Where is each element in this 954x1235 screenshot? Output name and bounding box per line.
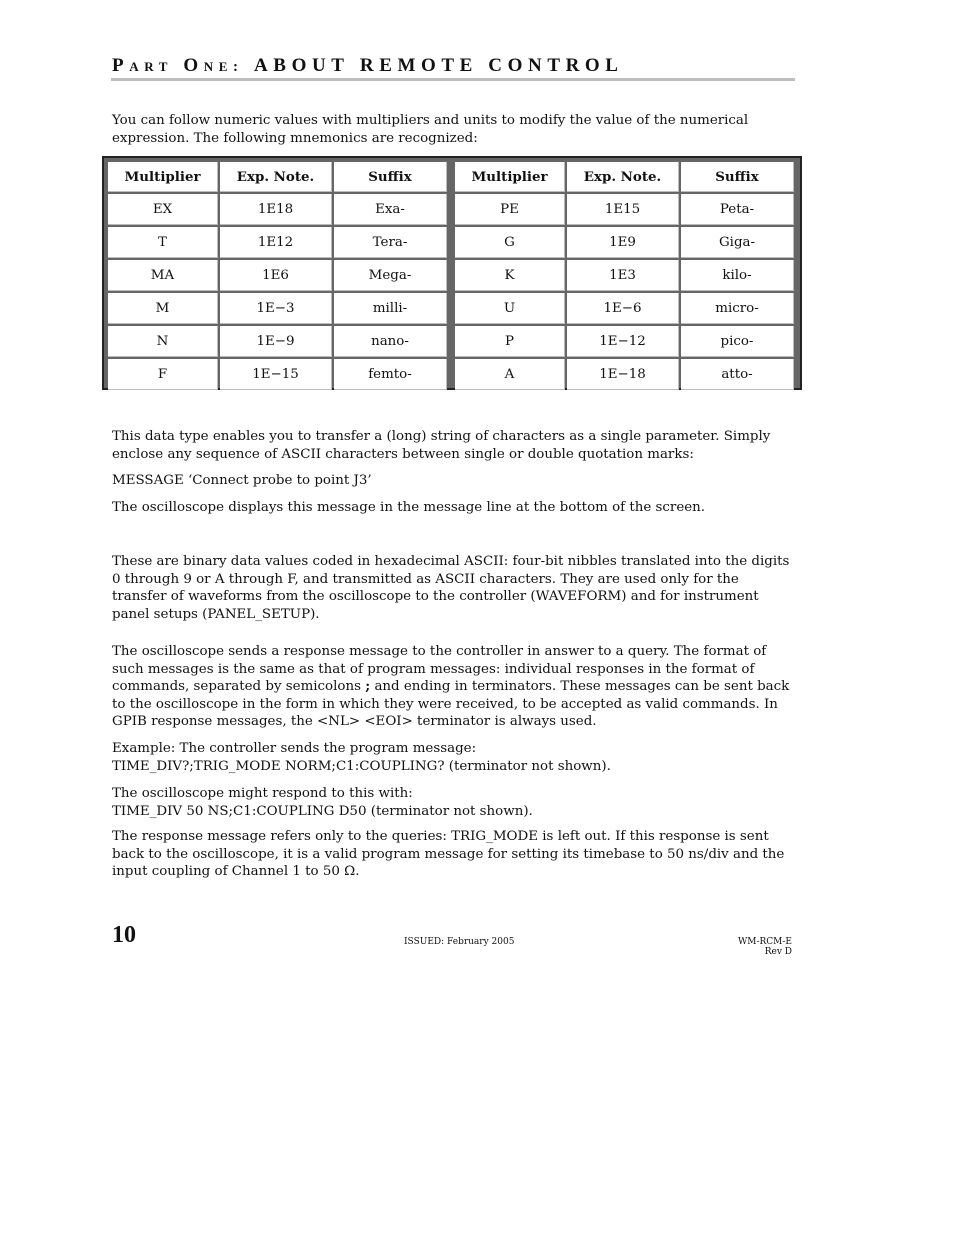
table-cell: A xyxy=(455,359,565,390)
response-paragraph-1-b: and ending in terminators. These messages can be sent back to the oscilloscope in the form in which they were received, to be accepted as valid commands. In GPIB response messages, the <NL> <EOI> terminator is always used. xyxy=(112,679,790,729)
table-cell: kilo- xyxy=(681,260,794,291)
page-number: 10 xyxy=(112,922,136,948)
table-cell: 1E18 xyxy=(220,194,332,225)
string-paragraph-1: This data type enables you to transfer a (long) string of characters as a single parameter. Simply enclose any sequence of ASCII characters between single or double quotation marks: xyxy=(112,429,771,462)
table-cell: MA xyxy=(108,260,218,291)
semicolon-symbol: ; xyxy=(365,678,371,694)
respond-intro: The oscilloscope might respond to this with: xyxy=(112,786,413,801)
table-cell: milli- xyxy=(334,293,447,324)
multiplier-table-right xyxy=(455,162,799,388)
table-cell: PE xyxy=(455,194,565,225)
table-cell: T xyxy=(108,227,218,258)
table-header-cell: Suffix xyxy=(334,162,447,192)
example-intro: Example: The controller sends the program message: xyxy=(112,741,477,756)
table-cell: Giga- xyxy=(681,227,794,258)
table-cell: EX xyxy=(108,194,218,225)
example-message: TIME_DIV?;TRIG_MODE NORM;C1:COUPLING? (terminator not shown). xyxy=(112,758,611,774)
table-cell: 1E12 xyxy=(220,227,332,258)
table-header-cell: Exp. Note. xyxy=(567,162,679,192)
table-cell: U xyxy=(455,293,565,324)
table-cell: M xyxy=(108,293,218,324)
table-cell: N xyxy=(108,326,218,357)
page-header-title: PART ONE: ABOUT REMOTE CONTROL xyxy=(112,55,624,76)
table-header-cell: Multiplier xyxy=(455,162,565,192)
issued-date: ISSUED: February 2005 xyxy=(404,937,515,947)
table-cell: 1E−3 xyxy=(220,293,332,324)
block-paragraph: These are binary data values coded in hexadecimal ASCII: four-bit nibbles translated into the digits 0 through 9 or A through F, and transmitted as ASCII characters. They are used only for the transfer of waveforms from the oscilloscope to the controller (WAVEFORM) and for instrument panel setups (PANEL_SETUP). xyxy=(112,554,790,622)
example-block xyxy=(112,740,796,775)
table-cell: femto- xyxy=(334,359,447,390)
response-final-paragraph: The response message refers only to the queries: TRIG_MODE is left out. If this response is sent back to the oscilloscope, it is a valid program message for setting its timebase to 50 ns/div and the input coupling of Channel 1 to 50 Ω. xyxy=(112,829,785,879)
table-cell: 1E−9 xyxy=(220,326,332,357)
page-header xyxy=(112,54,796,79)
table-cell: 1E9 xyxy=(567,227,679,258)
table-cell: P xyxy=(455,326,565,357)
intro-paragraph: You can follow numeric values with multipliers and units to modify the value of the numerical expression. The following mnemonics are recognized: xyxy=(112,113,749,146)
response-paragraph-1 xyxy=(112,643,796,731)
table-header-cell: Suffix xyxy=(681,162,794,192)
string-paragraph-2: The oscilloscope displays this message in the message line at the bottom of the screen. xyxy=(112,500,706,515)
table-cell: atto- xyxy=(681,359,794,390)
table-cell: 1E3 xyxy=(567,260,679,291)
multiplier-table xyxy=(102,156,802,390)
document-revision: WM-RCM-E Rev D xyxy=(738,937,792,957)
table-header-cell: Exp. Note. xyxy=(220,162,332,192)
table-cell: Exa- xyxy=(334,194,447,225)
table-header-cell: Multiplier xyxy=(108,162,218,192)
response-paragraph-1-a: The oscilloscope sends a response message to the controller in answer to a query. The format of such messages is the same as that of program messages: individual responses in the format of commands, separated by semicolons xyxy=(112,644,767,694)
multiplier-table-left xyxy=(108,162,453,388)
table-cell: 1E6 xyxy=(220,260,332,291)
table-cell: pico- xyxy=(681,326,794,357)
table-cell: G xyxy=(455,227,565,258)
table-cell: K xyxy=(455,260,565,291)
table-cell: nano- xyxy=(334,326,447,357)
respond-block xyxy=(112,785,796,820)
table-cell: 1E15 xyxy=(567,194,679,225)
table-cell: 1E−15 xyxy=(220,359,332,390)
respond-message: TIME_DIV 50 NS;C1:COUPLING D50 (terminator not shown). xyxy=(112,803,533,819)
table-cell: Tera- xyxy=(334,227,447,258)
table-cell: Peta- xyxy=(681,194,794,225)
table-cell: 1E−6 xyxy=(567,293,679,324)
header-rule xyxy=(111,78,795,81)
table-cell: F xyxy=(108,359,218,390)
table-cell: 1E−12 xyxy=(567,326,679,357)
table-cell: micro- xyxy=(681,293,794,324)
table-cell: 1E−18 xyxy=(567,359,679,390)
string-example: MESSAGE ‘Connect probe to point J3’ xyxy=(112,473,372,488)
table-cell: Mega- xyxy=(334,260,447,291)
